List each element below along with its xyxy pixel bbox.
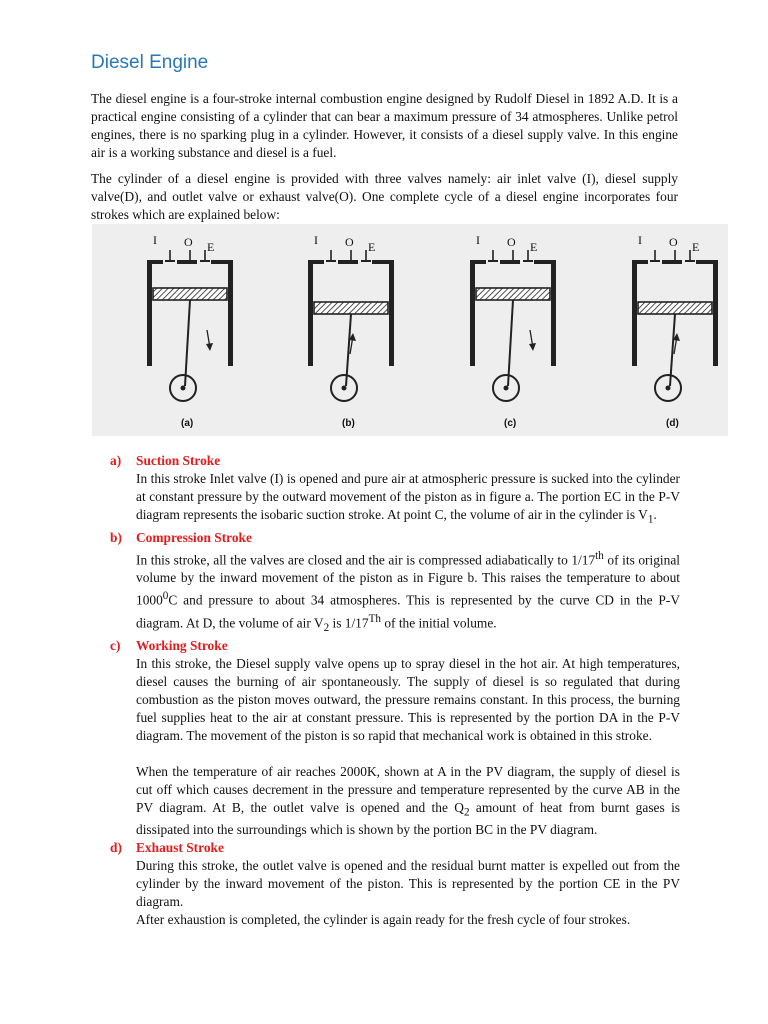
stroke-panel bbox=[147, 233, 233, 429]
stroke-panel bbox=[632, 233, 718, 429]
piston bbox=[314, 302, 388, 314]
cylinder-left-wall bbox=[470, 260, 475, 366]
cylinder-right-wall bbox=[551, 260, 556, 366]
valve-label: E bbox=[207, 240, 215, 254]
section-letter: a) bbox=[110, 453, 122, 468]
piston bbox=[638, 302, 712, 314]
panel-label: (a) bbox=[181, 418, 194, 429]
valve-label: O bbox=[184, 235, 193, 249]
connecting-rod bbox=[508, 300, 513, 386]
cylinder-head bbox=[372, 260, 394, 264]
valve-label: O bbox=[345, 235, 354, 249]
cylinder-right-wall bbox=[713, 260, 718, 366]
crank-pin bbox=[342, 386, 347, 391]
motion-arrow-head bbox=[206, 343, 213, 351]
valve-label: I bbox=[638, 233, 642, 247]
section-heading: Working Stroke bbox=[136, 637, 228, 653]
cylinder-head bbox=[534, 260, 556, 264]
section-body-closing: After exhaustion is completed, the cylinder is again ready for the fresh cycle of four strokes. bbox=[136, 912, 631, 928]
valve-label: E bbox=[530, 240, 538, 254]
crank-pin bbox=[504, 386, 509, 391]
section-exhaust bbox=[110, 839, 680, 929]
cylinder-left-wall bbox=[308, 260, 313, 366]
cylinder-left-wall bbox=[632, 260, 637, 366]
section-body: In this stroke Inlet valve (I) is opened and pure air at atmospheric pressure is sucked into the cylinder at constant pressure by the outward movement of the piston as in figure a. The portion EC in the P-V diagram represents the isobaric suction stroke. At point C, the volume of air in the cylinder is $V_1$. bbox=[136, 471, 680, 526]
valves-paragraph: The cylinder of a diesel engine is provided with three valves namely: air inlet valve (I), diesel supply valve(D), and outlet valve or exhaust valve(O). One complete cycle of a diesel engine incorporates four strokes which are explained below: bbox=[91, 171, 678, 222]
crank-pin bbox=[666, 386, 671, 391]
cylinder-right-wall bbox=[389, 260, 394, 366]
cylinder-head bbox=[696, 260, 718, 264]
page-title: Diesel Engine bbox=[91, 52, 209, 73]
motion-arrow-head bbox=[529, 343, 536, 351]
valve-label: O bbox=[669, 235, 678, 249]
stroke-panel bbox=[470, 233, 556, 429]
stroke-sections bbox=[110, 452, 680, 929]
cylinder-left-wall bbox=[147, 260, 152, 366]
valve-label: E bbox=[692, 240, 700, 254]
cylinder-head bbox=[147, 260, 163, 264]
valve-label: I bbox=[476, 233, 480, 247]
section-body-continued: When the temperature of air reaches 2000K, shown at A in the PV diagram, the supply of diesel is cut off which causes decrement in the pressure and temperature represented by the curve AB in the PV diagram. At B, the outlet valve is opened and the $Q_2$ amount of heat from burnt gases is dissipated into the surroundings which is shown by the portion BC in the PV diagram. bbox=[136, 763, 680, 838]
panel-label: (b) bbox=[342, 418, 355, 429]
cylinder-head bbox=[308, 260, 324, 264]
section-heading: Suction Stroke bbox=[136, 453, 221, 468]
cylinder-head bbox=[470, 260, 486, 264]
stroke-panel bbox=[308, 233, 394, 429]
panel-label: (c) bbox=[504, 418, 517, 429]
section-working bbox=[110, 637, 680, 840]
engine-strokes-diagram bbox=[92, 224, 728, 436]
section-body: In this stroke, the Diesel supply valve opens up to spray diesel in the hot air. At high temperatures, diesel causes the burning of air spontaneously. The supply of diesel is so regulated that during combustion as the piston moves outward, the pressure remains constant. In this process, the burning fuel supplies heat to the air at constant pressure. This is represented by the portion DA in the P-V diagram. The movement of the piston is so rapid that mechanical work is obtained in this stroke. bbox=[136, 655, 680, 743]
section-letter: b) bbox=[110, 529, 122, 545]
section-compression bbox=[110, 529, 680, 637]
crank-pin bbox=[181, 386, 186, 391]
section-letter: c) bbox=[110, 637, 121, 653]
valve-label: O bbox=[507, 235, 516, 249]
cylinder-head bbox=[632, 260, 648, 264]
connecting-rod bbox=[185, 300, 190, 386]
engine-strokes-figure bbox=[92, 224, 728, 436]
section-suction bbox=[110, 452, 680, 529]
section-letter: d) bbox=[110, 840, 122, 856]
piston bbox=[476, 288, 550, 300]
section-body: During this stroke, the outlet valve is opened and the residual burnt matter is expelled out from the cylinder by the inward movement of the piston. This is represented by the portion CE in the PV diagram. bbox=[136, 858, 680, 910]
cylinder-right-wall bbox=[228, 260, 233, 366]
section-heading: Compression Stroke bbox=[136, 529, 252, 545]
valve-label: E bbox=[368, 240, 376, 254]
section-heading: Exhaust Stroke bbox=[136, 840, 224, 856]
valve-label: I bbox=[314, 233, 318, 247]
piston bbox=[153, 288, 227, 300]
cylinder-head bbox=[211, 260, 233, 264]
valve-label: I bbox=[153, 233, 157, 247]
intro-paragraph: The diesel engine is a four-stroke internal combustion engine designed by Rudolf Diesel in 1892 A.D. It is a practical engine consisting of a cylinder that can bear a maximum pressure of 34 atmospheres. Unlike petrol engines, there is no sparking plug in a cylinder. However, it consists of a diesel supply valve. In this engine air is a working substance and diesel is a fuel. bbox=[91, 91, 678, 160]
panel-label: (d) bbox=[666, 418, 679, 429]
section-body: In this stroke, all the valves are closed and the air is compressed adiabatically to 1/17th of its original volume by the inward movement of the piston as in Figure b. This raises the temperature to about 1000$^0$C and pressure to about 34 atmospheres. This is represented by the curve CD in the P-V diagram. At D, the volume of air $V_2$ is 1/17Th of the initial volume. bbox=[136, 549, 680, 634]
